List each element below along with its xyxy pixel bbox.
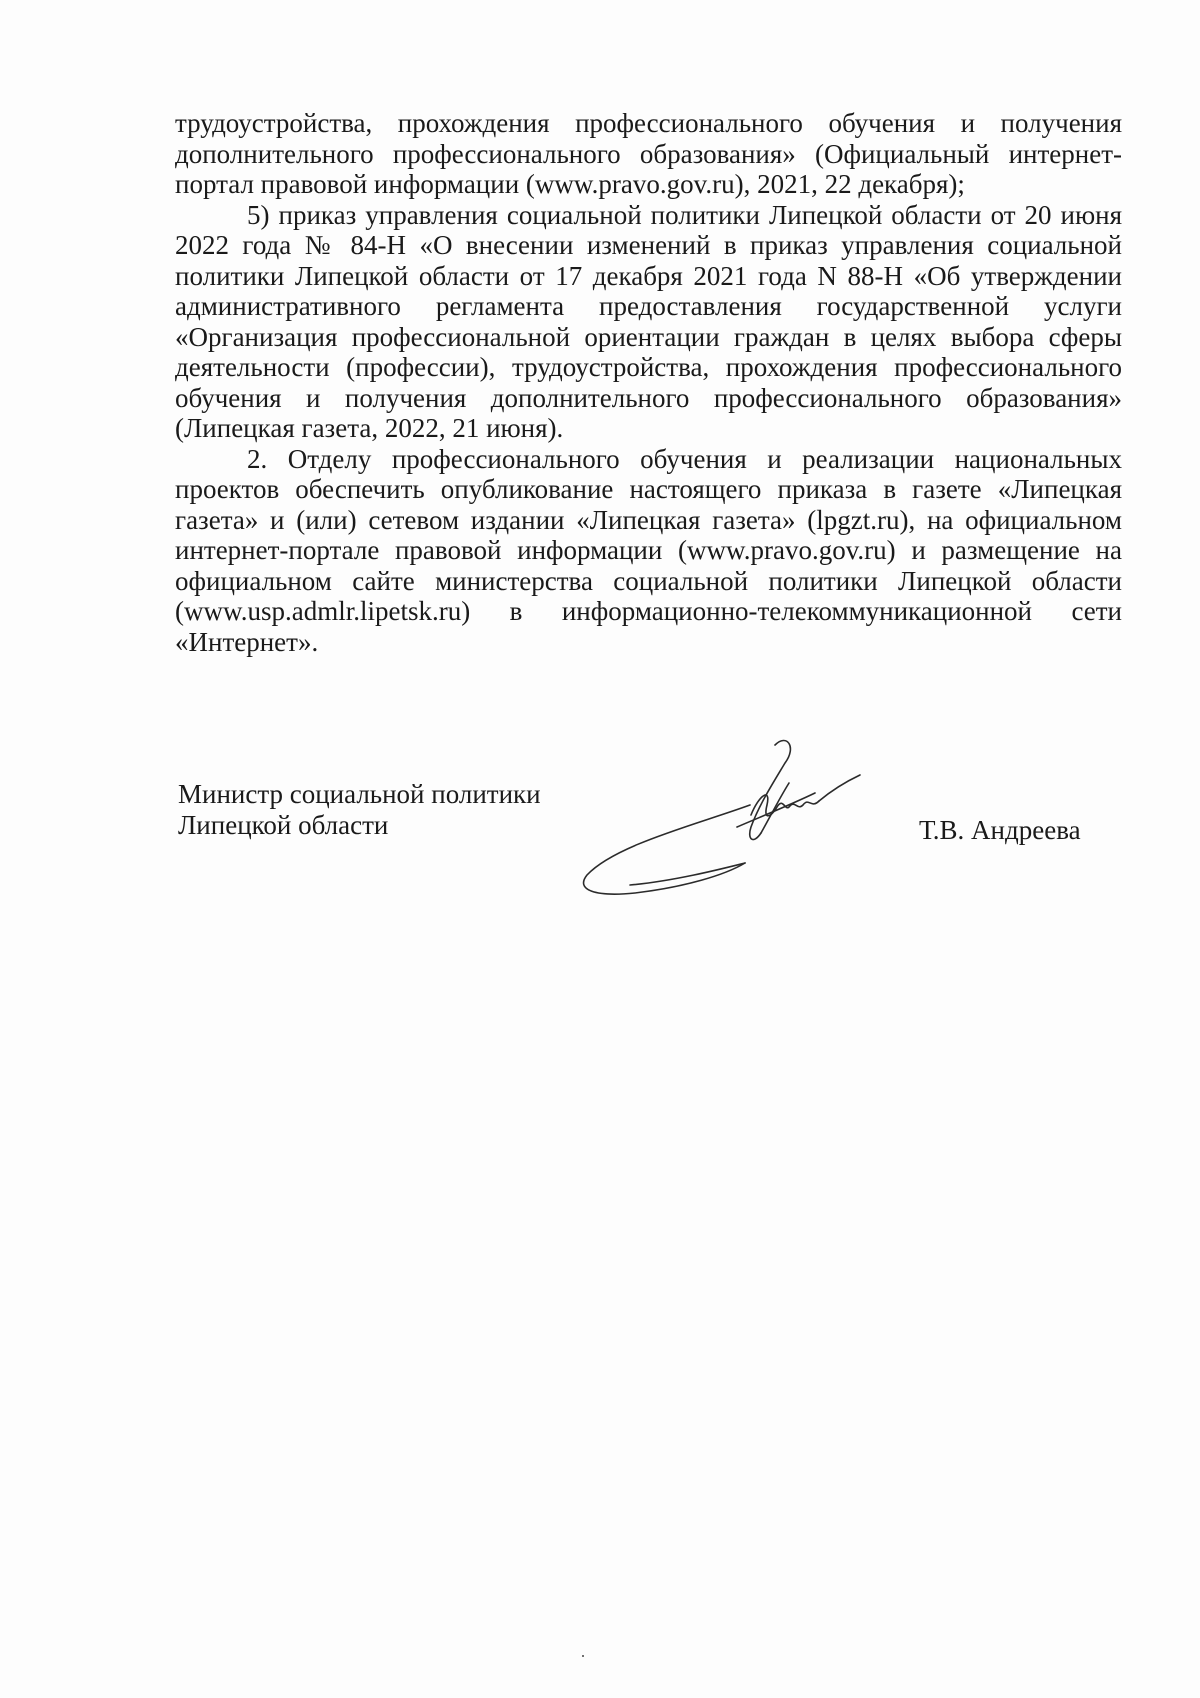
paragraph-item-5: 5) приказ управления социальной политики Липецкой области от 20 июня 2022 года № 84-Н «О внесении изменений в приказ управления социальной политики Липецкой области от 17 декабря 2021 года N 88-Н «Об утверждении административного регламента предоставления государственной услуги «Организация профессиональной ориентации граждан в целях выбора сферы деятельности (профессии), трудоустройства, прохождения профессионального обучения и получения дополнительного профессионального образования» (Липецкая газета, 2022, 21 июня). <box>175 199 1122 443</box>
paragraph-section-2: 2. Отделу профессионального обучения и реализации национальных проектов обеспечить опубликование настоящего приказа в газете «Липецкая газета» и (или) сетевом издании «Липецкая газета» (lpgzt.ru), на официальном интернет-портале правовой информации (www.pravo.gov.ru) и размещение на официальном сайте министерства социальной политики Липецкой области (www.usp.admlr.lipetsk.ru) в информационно-телекоммуникационной сети «Интернет». <box>175 443 1122 657</box>
signer-name: Т.В. Андреева <box>919 815 1081 845</box>
signer-position-line-2: Липецкой области <box>178 810 389 840</box>
signer-position-line-1: Министр социальной политики <box>178 779 541 809</box>
scan-speck <box>582 1655 584 1657</box>
signer-position <box>178 779 541 841</box>
handwritten-signature-icon <box>575 735 875 905</box>
document-body <box>175 108 1122 657</box>
paragraph-continuation: трудоустройства, прохождения профессионального обучения и получения дополнительного профессионального образования» (Официальный интернет-портал правовой информации (www.pravo.gov.ru), 2021, 22 декабря); <box>175 108 1122 199</box>
